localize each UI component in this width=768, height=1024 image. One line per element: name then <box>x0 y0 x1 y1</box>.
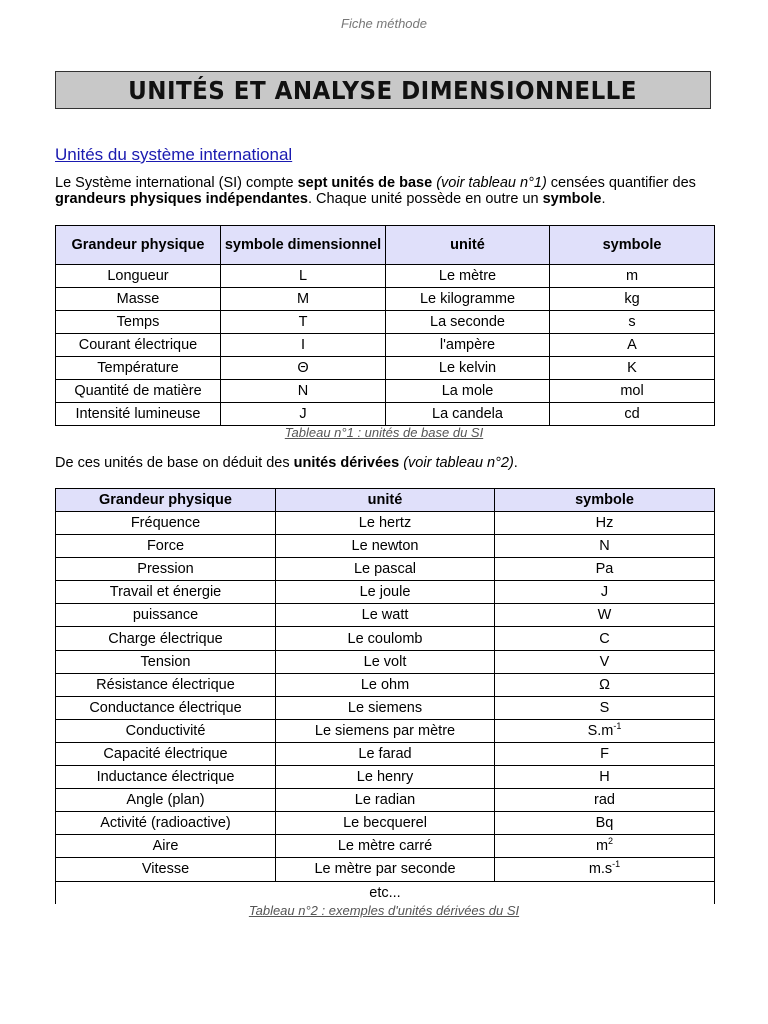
cell-unite: Le ohm <box>276 673 495 696</box>
cell-grandeur: Courant électrique <box>56 334 221 357</box>
cell-unite: Le radian <box>276 789 495 812</box>
intro-bold-3: symbole <box>542 191 602 207</box>
cell-symbole <box>495 627 715 650</box>
cell-dimension: Θ <box>221 357 386 380</box>
table-row <box>56 858 715 881</box>
derived-units-table <box>55 488 715 904</box>
cell-grandeur: Intensité lumineuse <box>56 403 221 426</box>
cell-symbole <box>495 650 715 673</box>
page-title-box <box>55 71 711 109</box>
table-row <box>56 311 715 334</box>
cell-unite: Le siemens par mètre <box>276 719 495 742</box>
header-grandeur: Grandeur physique <box>56 489 276 512</box>
cell-symbole: cd <box>550 403 715 426</box>
cell-grandeur: Vitesse <box>56 858 276 881</box>
cell-unite: Le newton <box>276 535 495 558</box>
cell-symbole <box>495 581 715 604</box>
cell-grandeur: Charge électrique <box>56 627 276 650</box>
cell-unite: Le mètre par seconde <box>276 858 495 881</box>
intro-text-4: . <box>601 191 606 207</box>
cell-dimension: T <box>221 311 386 334</box>
cell-dimension: N <box>221 380 386 403</box>
table-row <box>56 535 715 558</box>
header-symbole: symbole <box>550 226 715 265</box>
cell-grandeur: Masse <box>56 288 221 311</box>
header-grandeur: Grandeur physique <box>56 226 221 265</box>
cell-unite: Le mètre carré <box>276 835 495 858</box>
section-title: Unités du système international <box>55 145 293 164</box>
cell-dimension: L <box>221 265 386 288</box>
table-header-row <box>56 226 715 265</box>
cell-grandeur: puissance <box>56 604 276 627</box>
symbol-text: rad <box>594 792 615 809</box>
header-symbole: symbole <box>495 489 715 512</box>
cell-symbole <box>495 512 715 535</box>
derived-italic-1: (voir tableau n°2) <box>399 455 514 471</box>
table-row-etc <box>56 881 715 904</box>
cell-grandeur: Conductivité <box>56 719 276 742</box>
cell-unite: Le watt <box>276 604 495 627</box>
symbol-text: S.m <box>587 722 614 739</box>
table-row <box>56 812 715 835</box>
cell-grandeur: Activité (radioactive) <box>56 812 276 835</box>
symbol-text: W <box>597 607 612 624</box>
table-row <box>56 650 715 673</box>
cell-symbole <box>495 766 715 789</box>
cell-unite: l'ampère <box>386 334 550 357</box>
symbol-text: Hz <box>595 515 614 532</box>
cell-unite: La seconde <box>386 311 550 334</box>
intro-bold-1: sept unités de base <box>297 175 433 191</box>
cell-grandeur: Conductance électrique <box>56 696 276 719</box>
cell-unite: Le hertz <box>276 512 495 535</box>
intro-bold-2: grandeurs physiques indépendantes <box>55 191 308 207</box>
table-row <box>56 766 715 789</box>
header-unite: unité <box>276 489 495 512</box>
cell-grandeur: Résistance électrique <box>56 673 276 696</box>
cell-symbole <box>495 789 715 812</box>
symbol-text: C <box>599 630 610 647</box>
table-row <box>56 789 715 812</box>
cell-symbole <box>495 558 715 581</box>
table-row <box>56 696 715 719</box>
symbol-text: F <box>600 745 609 762</box>
table-row <box>56 558 715 581</box>
table-row <box>56 357 715 380</box>
cell-grandeur: Inductance électrique <box>56 766 276 789</box>
cell-unite: La mole <box>386 380 550 403</box>
cell-symbole: m <box>550 265 715 288</box>
symbol-text: V <box>599 653 610 670</box>
cell-symbole <box>495 696 715 719</box>
cell-unite: Le henry <box>276 766 495 789</box>
table1-caption: Tableau n°1 : unités de base du SI <box>284 425 484 440</box>
table-row <box>56 380 715 403</box>
table2-caption: Tableau n°2 : exemples d'unités dérivées du SI <box>248 903 520 918</box>
cell-symbole: kg <box>550 288 715 311</box>
cell-unite: Le mètre <box>386 265 550 288</box>
cell-unite: Le joule <box>276 581 495 604</box>
cell-dimension: J <box>221 403 386 426</box>
cell-unite: Le coulomb <box>276 627 495 650</box>
symbol-text: Pa <box>595 561 614 578</box>
cell-grandeur: Longueur <box>56 265 221 288</box>
cell-dimension: I <box>221 334 386 357</box>
table-row <box>56 627 715 650</box>
symbol-text: Ω <box>599 676 610 693</box>
header-note: Fiche méthode <box>341 16 427 31</box>
intro-text-3: . Chaque unité possède en outre un <box>308 191 543 207</box>
cell-grandeur: Tension <box>56 650 276 673</box>
header-unite: unité <box>386 226 550 265</box>
table-row <box>56 742 715 765</box>
symbol-text: S <box>599 699 610 716</box>
cell-grandeur: Temps <box>56 311 221 334</box>
cell-symbole <box>495 742 715 765</box>
derived-text-1: De ces unités de base on déduit des <box>55 455 294 471</box>
cell-unite: Le siemens <box>276 696 495 719</box>
cell-symbole <box>495 835 715 858</box>
cell-symbole <box>495 535 715 558</box>
symbol-text: H <box>599 769 610 786</box>
table-row <box>56 581 715 604</box>
table-row <box>56 334 715 357</box>
cell-unite: Le kilogramme <box>386 288 550 311</box>
symbol-text: J <box>600 584 609 601</box>
cell-unite: Le becquerel <box>276 812 495 835</box>
table-row <box>56 288 715 311</box>
table-row <box>56 265 715 288</box>
cell-symbole <box>495 673 715 696</box>
table-row <box>56 673 715 696</box>
table-header-row <box>56 489 715 512</box>
cell-grandeur: Capacité électrique <box>56 742 276 765</box>
cell-unite: La candela <box>386 403 550 426</box>
cell-grandeur: Angle (plan) <box>56 789 276 812</box>
symbol-exponent: -1 <box>613 720 622 731</box>
cell-grandeur: Quantité de matière <box>56 380 221 403</box>
cell-symbole <box>495 604 715 627</box>
cell-grandeur: Travail et énergie <box>56 581 276 604</box>
cell-symbole <box>495 812 715 835</box>
intro-italic-1: (voir tableau n°1) <box>432 175 547 191</box>
table-row <box>56 512 715 535</box>
cell-unite: Le pascal <box>276 558 495 581</box>
page-title: UNITÉS ET ANALYSE DIMENSIONNELLE <box>128 75 638 105</box>
cell-grandeur: Aire <box>56 835 276 858</box>
symbol-text: m <box>595 838 609 855</box>
cell-unite: Le volt <box>276 650 495 673</box>
intro-text-2: censées quantifier des <box>546 175 696 191</box>
symbol-text: Bq <box>595 815 614 832</box>
cell-unite: Le farad <box>276 742 495 765</box>
table-row <box>56 835 715 858</box>
intro-paragraph <box>55 175 715 207</box>
cell-grandeur: Fréquence <box>56 512 276 535</box>
header-symbole-dimensionnel: symbole dimensionnel <box>221 226 386 265</box>
cell-symbole <box>495 719 715 742</box>
intro-text-1: Le Système international (SI) compte <box>55 175 298 191</box>
cell-grandeur: Force <box>56 535 276 558</box>
cell-symbole: s <box>550 311 715 334</box>
symbol-exponent: -1 <box>612 859 621 870</box>
cell-symbole <box>495 858 715 881</box>
cell-etc: etc... <box>56 881 715 904</box>
cell-grandeur: Pression <box>56 558 276 581</box>
derived-bold-1: unités dérivées <box>293 455 400 471</box>
cell-symbole: A <box>550 334 715 357</box>
symbol-text: N <box>599 538 610 555</box>
cell-grandeur: Température <box>56 357 221 380</box>
symbol-text: m.s <box>588 861 613 878</box>
table-row <box>56 403 715 426</box>
table-row <box>56 719 715 742</box>
derived-intro-paragraph <box>55 455 715 471</box>
derived-text-2: . <box>513 455 518 471</box>
cell-symbole: K <box>550 357 715 380</box>
cell-symbole: mol <box>550 380 715 403</box>
cell-unite: Le kelvin <box>386 357 550 380</box>
symbol-exponent: 2 <box>608 836 614 847</box>
base-units-table <box>55 225 715 426</box>
table-row <box>56 604 715 627</box>
cell-dimension: M <box>221 288 386 311</box>
